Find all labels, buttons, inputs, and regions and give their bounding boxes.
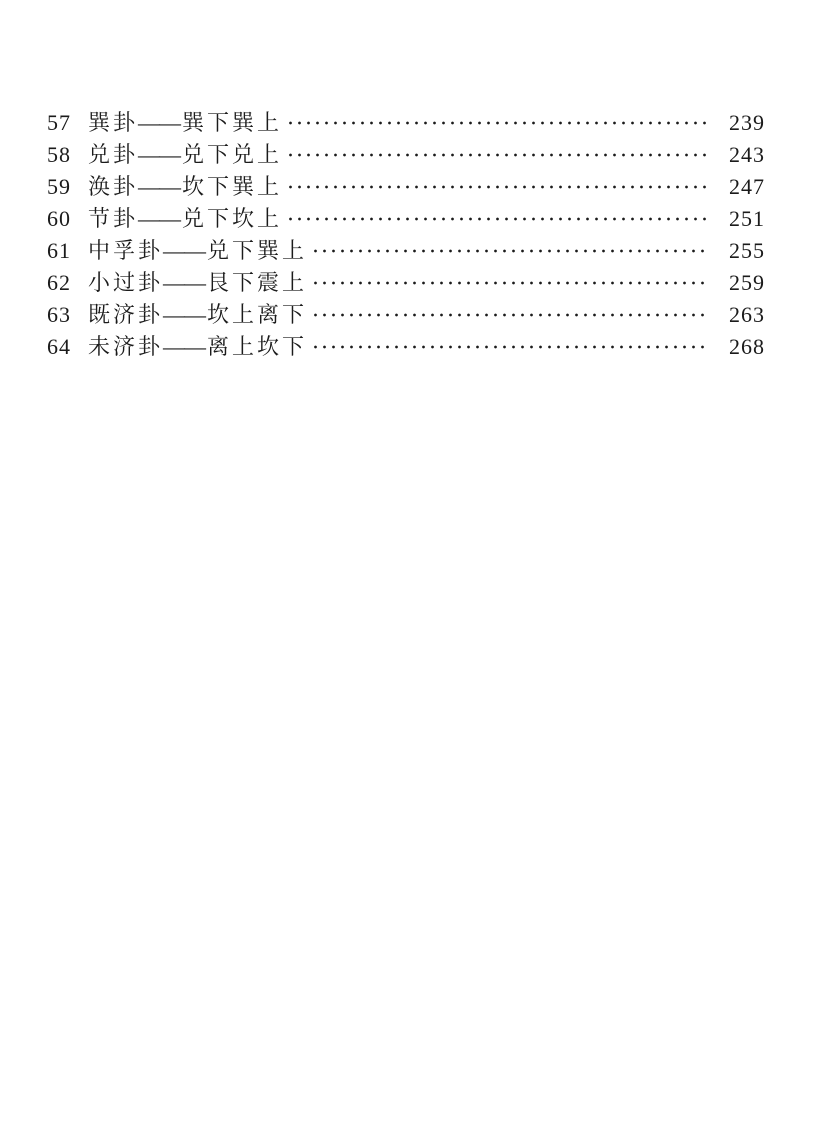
- dash-connector: ——: [138, 110, 181, 135]
- hexagram-name: 兑卦: [88, 142, 139, 167]
- toc-entry: [47, 267, 765, 299]
- dot-leader: [311, 310, 709, 320]
- toc-entry: [47, 139, 765, 171]
- trigram-desc: 兑下巽上: [207, 238, 308, 263]
- entry-title: [88, 107, 282, 139]
- dash-connector: ——: [138, 142, 181, 167]
- toc-entry: [47, 299, 765, 331]
- entry-number: 61: [47, 238, 71, 263]
- toc-entry: [47, 235, 765, 267]
- trigram-desc: 兑下坎上: [182, 206, 283, 231]
- page-number: 259: [729, 270, 765, 295]
- trigram-desc: 艮下震上: [207, 270, 308, 295]
- trigram-desc: 巽下巽上: [182, 110, 283, 135]
- dash-connector: ——: [138, 174, 181, 199]
- dash-connector: ——: [163, 302, 206, 327]
- dash-connector: ——: [138, 206, 181, 231]
- page-number: 263: [729, 302, 765, 327]
- toc-entry: [47, 331, 765, 363]
- entry-title: [88, 171, 282, 203]
- dot-leader: [286, 150, 709, 160]
- entry-number: 60: [47, 206, 71, 231]
- dash-connector: ——: [163, 270, 206, 295]
- toc-entry: [47, 107, 765, 139]
- entry-title: [88, 139, 282, 171]
- entry-title: [88, 235, 307, 267]
- hexagram-name: 小过卦: [88, 270, 164, 295]
- page-number: 251: [729, 206, 765, 231]
- entry-title: [88, 331, 307, 363]
- page-number: 255: [729, 238, 765, 263]
- toc-entry: [47, 171, 765, 203]
- dot-leader: [286, 214, 709, 224]
- entry-title: [88, 267, 307, 299]
- toc-entry: [47, 203, 765, 235]
- entry-number: 62: [47, 270, 71, 295]
- trigram-desc: 离上坎下: [207, 334, 308, 359]
- trigram-desc: 坎下巽上: [182, 174, 283, 199]
- page-number: 243: [729, 142, 765, 167]
- hexagram-name: 未济卦: [88, 334, 164, 359]
- trigram-desc: 坎上离下: [207, 302, 308, 327]
- entry-number: 57: [47, 110, 71, 135]
- page-number: 268: [729, 334, 765, 359]
- entry-title: [88, 299, 307, 331]
- page-number: 247: [729, 174, 765, 199]
- hexagram-name: 既济卦: [88, 302, 164, 327]
- dash-connector: ——: [163, 334, 206, 359]
- hexagram-name: 节卦: [88, 206, 139, 231]
- entry-title: [88, 203, 282, 235]
- entry-number: 58: [47, 142, 71, 167]
- dot-leader: [286, 182, 709, 192]
- hexagram-name: 巽卦: [88, 110, 139, 135]
- toc-list: [47, 107, 765, 363]
- entry-number: 59: [47, 174, 71, 199]
- entry-number: 64: [47, 334, 71, 359]
- page-number: 239: [729, 110, 765, 135]
- hexagram-name: 涣卦: [88, 174, 139, 199]
- trigram-desc: 兑下兑上: [182, 142, 283, 167]
- dash-connector: ——: [163, 238, 206, 263]
- dot-leader: [311, 246, 709, 256]
- entry-number: 63: [47, 302, 71, 327]
- dot-leader: [286, 118, 709, 128]
- hexagram-name: 中孚卦: [88, 238, 164, 263]
- dot-leader: [311, 342, 709, 352]
- dot-leader: [311, 278, 709, 288]
